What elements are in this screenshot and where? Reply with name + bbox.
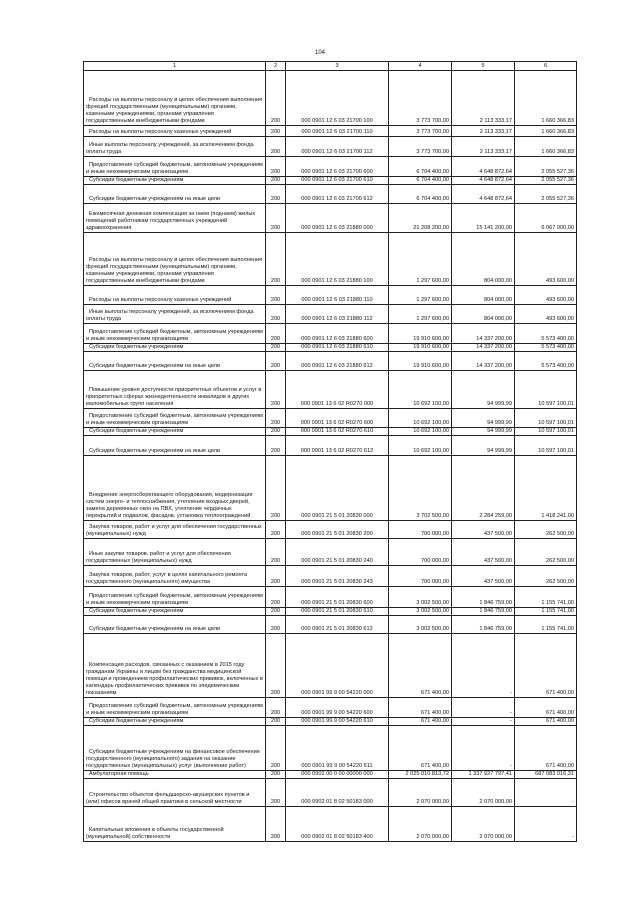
row-code-cell: 200 <box>266 185 286 204</box>
table-row <box>84 352 577 371</box>
column-header: 3 <box>286 62 389 71</box>
budget-classification-code-cell: 000 0901 13 6 02 R0270 612 <box>286 436 389 456</box>
row-name-cell: Предоставление субсидий бюджетным, автономным учреждениям и иным некоммерческим организациям <box>84 324 266 344</box>
approved-amount-cell: 3 002 500,00 <box>389 608 452 616</box>
table-row <box>84 137 577 157</box>
executed-amount-cell: 1 846 759,00 <box>452 616 515 634</box>
table-row <box>84 204 577 233</box>
table-row <box>84 409 577 428</box>
budget-classification-code-cell: 000 0901 12 6 03 21700 100 <box>286 71 389 126</box>
budget-classification-code-cell: 000 0901 12 6 03 21700 600 <box>286 157 389 177</box>
executed-amount-cell: 94 999,99 <box>452 428 515 436</box>
budget-classification-code-cell: 000 0901 13 6 02 R0270 610 <box>286 428 389 436</box>
executed-amount-cell: - <box>452 698 515 718</box>
row-code-cell: 200 <box>266 233 286 286</box>
budget-classification-code-cell: 000 0901 21 5 01 20830 243 <box>286 566 389 587</box>
budget-classification-code-cell: 000 0901 12 6 03 21880 612 <box>286 352 389 371</box>
approved-amount-cell: 2 070 000,00 <box>389 807 452 842</box>
executed-amount-cell: 804 000,00 <box>452 286 515 305</box>
row-name-cell: Расходы на выплаты персоналу казенных учреждений <box>84 126 266 137</box>
approved-amount-cell: 1 297 600,00 <box>389 233 452 286</box>
executed-amount-cell: 2 070 000,00 <box>452 807 515 842</box>
row-code-cell: 200 <box>266 324 286 344</box>
row-code-cell: 200 <box>266 71 286 126</box>
unexecuted-amount-cell: 671 400,00 <box>515 718 577 726</box>
approved-amount-cell: 1 297 600,00 <box>389 286 452 305</box>
row-name-cell: Амбулаторная помощь <box>84 771 266 779</box>
unexecuted-amount-cell: 2 055 527,36 <box>515 157 577 177</box>
executed-amount-cell: - <box>452 634 515 698</box>
table-row <box>84 177 577 185</box>
budget-classification-code-cell: 000 0901 12 6 03 21880 110 <box>286 286 389 305</box>
row-name-cell: Субсидии бюджетным учреждениям на иные цели <box>84 185 266 204</box>
row-code-cell: 200 <box>266 286 286 305</box>
row-name-cell: Предоставление субсидий бюджетным, автономным учреждениям и иным некоммерческим организациям <box>84 409 266 428</box>
budget-classification-code-cell: 000 0901 12 6 03 21700 110 <box>286 126 389 137</box>
budget-classification-code-cell: 000 0901 12 6 03 21700 112 <box>286 137 389 157</box>
unexecuted-amount-cell: 262 500,00 <box>515 521 577 539</box>
unexecuted-amount-cell: 1 155 741,00 <box>515 587 577 608</box>
column-header: 5 <box>452 62 515 71</box>
column-header: 1 <box>84 62 266 71</box>
row-code-cell: 200 <box>266 718 286 726</box>
column-header: 6 <box>515 62 577 71</box>
budget-classification-code-cell: 000 0901 12 6 03 21880 600 <box>286 324 389 344</box>
budget-classification-code-cell: 000 0901 12 6 03 21700 612 <box>286 185 389 204</box>
executed-amount-cell: - <box>452 718 515 726</box>
row-name-cell: Субсидии бюджетным учреждениям <box>84 344 266 352</box>
budget-classification-code-cell: 000 0901 21 5 01 20830 000 <box>286 456 389 521</box>
approved-amount-cell: 3 773 700,00 <box>389 126 452 137</box>
budget-classification-code-cell: 000 0902 01 8 02 50183 000 <box>286 779 389 807</box>
row-code-cell: 200 <box>266 352 286 371</box>
row-code-cell: 200 <box>266 428 286 436</box>
table-row <box>84 616 577 634</box>
row-name-cell: Субсидии бюджетным учреждениям на иные цели <box>84 436 266 456</box>
budget-classification-code-cell: 000 0901 21 5 01 20830 610 <box>286 608 389 616</box>
row-code-cell: 200 <box>266 456 286 521</box>
budget-classification-code-cell: 000 0902 01 8 02 50183 400 <box>286 807 389 842</box>
executed-amount-cell: 1 337 927 797,41 <box>452 771 515 779</box>
approved-amount-cell: 3 773 700,00 <box>389 71 452 126</box>
row-name-cell: Субсидии бюджетным учреждениям <box>84 428 266 436</box>
column-header: 4 <box>389 62 452 71</box>
approved-amount-cell: 6 704 400,00 <box>389 185 452 204</box>
unexecuted-amount-cell: 493 600,00 <box>515 305 577 324</box>
approved-amount-cell: 2 070 000,00 <box>389 779 452 807</box>
executed-amount-cell: 14 337 200,00 <box>452 344 515 352</box>
executed-amount-cell: 4 648 872,64 <box>452 177 515 185</box>
unexecuted-amount-cell: 2 055 527,36 <box>515 185 577 204</box>
table-row <box>84 771 577 779</box>
unexecuted-amount-cell: 10 597 100,01 <box>515 436 577 456</box>
table-row <box>84 698 577 718</box>
approved-amount-cell: 671 400,00 <box>389 634 452 698</box>
row-code-cell: 200 <box>266 779 286 807</box>
row-code-cell: 200 <box>266 305 286 324</box>
executed-amount-cell: 437 500,00 <box>452 521 515 539</box>
row-name-cell: Иные выплаты персоналу учреждений, за исключением фонда оплаты труда <box>84 137 266 157</box>
column-number-header-row <box>84 62 577 71</box>
approved-amount-cell: 700 000,00 <box>389 521 452 539</box>
executed-amount-cell: 15 141 200,00 <box>452 204 515 233</box>
table-row <box>84 344 577 352</box>
row-name-cell: Иные закупки товаров, работ и услуг для обеспечения государственных (муниципальных) нужд <box>84 539 266 566</box>
table-row <box>84 371 577 409</box>
budget-classification-code-cell: 000 0902 00 0 00 00000 000 <box>286 771 389 779</box>
unexecuted-amount-cell: 262 500,00 <box>515 539 577 566</box>
unexecuted-amount-cell: 671 400,00 <box>515 698 577 718</box>
executed-amount-cell: 4 648 872,64 <box>452 185 515 204</box>
approved-amount-cell: 2 025 010 813,72 <box>389 771 452 779</box>
executed-amount-cell: 437 500,00 <box>452 566 515 587</box>
executed-amount-cell: 2 113 333,17 <box>452 126 515 137</box>
budget-classification-code-cell: 000 0901 12 6 03 21700 610 <box>286 177 389 185</box>
unexecuted-amount-cell: 1 660 366,83 <box>515 137 577 157</box>
row-name-cell: Предоставление субсидий бюджетным, автономным учреждениям и иным некоммерческим организациям <box>84 587 266 608</box>
budget-classification-code-cell: 000 0901 99 9 00 54220 000 <box>286 634 389 698</box>
table-row <box>84 807 577 842</box>
table-row <box>84 726 577 771</box>
row-name-cell: Ежемесячная денежная компенсация за наем (поднаем) жилых помещений работникам государственных учреждений здравоохранения <box>84 204 266 233</box>
executed-amount-cell: 94 999,99 <box>452 409 515 428</box>
row-code-cell: 200 <box>266 126 286 137</box>
executed-amount-cell: 804 000,00 <box>452 305 515 324</box>
table-row <box>84 456 577 521</box>
table-row <box>84 71 577 126</box>
table-row <box>84 233 577 286</box>
approved-amount-cell: 10 692 100,00 <box>389 436 452 456</box>
row-code-cell: 200 <box>266 436 286 456</box>
table-body <box>84 71 577 842</box>
unexecuted-amount-cell: 5 573 400,00 <box>515 344 577 352</box>
executed-amount-cell: 437 500,00 <box>452 539 515 566</box>
table-row <box>84 718 577 726</box>
table-row <box>84 324 577 344</box>
row-name-cell: Расходы на выплаты персоналу казенных учреждений <box>84 286 266 305</box>
row-name-cell: Расходы на выплаты персоналу в целях обеспечения выполнения функций государственными (муниципальными) органами, казенными учреждениями, органами управления государственными внебюджетными фондами <box>84 233 266 286</box>
budget-classification-code-cell: 000 0901 99 9 00 54220 610 <box>286 718 389 726</box>
approved-amount-cell: 3 702 500,00 <box>389 456 452 521</box>
budget-execution-table <box>83 61 577 842</box>
table-row <box>84 779 577 807</box>
table-row <box>84 157 577 177</box>
row-name-cell: Закупка товаров, работ и услуг для обеспечения государственных (муниципальных) нужд <box>84 521 266 539</box>
row-code-cell: 200 <box>266 177 286 185</box>
executed-amount-cell: 94 999,99 <box>452 436 515 456</box>
unexecuted-amount-cell: 5 573 400,00 <box>515 352 577 371</box>
unexecuted-amount-cell: - <box>515 807 577 842</box>
approved-amount-cell: 3 002 500,00 <box>389 587 452 608</box>
table-row <box>84 286 577 305</box>
executed-amount-cell: 94 999,99 <box>452 371 515 409</box>
approved-amount-cell: 19 910 600,00 <box>389 352 452 371</box>
approved-amount-cell: 21 208 200,00 <box>389 204 452 233</box>
row-code-cell: 200 <box>266 616 286 634</box>
approved-amount-cell: 6 704 400,00 <box>389 157 452 177</box>
executed-amount-cell: 4 648 872,64 <box>452 157 515 177</box>
row-name-cell: Субсидии бюджетным учреждениям <box>84 718 266 726</box>
budget-classification-code-cell: 000 0901 21 5 01 20830 240 <box>286 539 389 566</box>
row-code-cell: 200 <box>266 587 286 608</box>
row-name-cell: Капитальные вложения в объекты государственной (муниципальной) собственности <box>84 807 266 842</box>
budget-classification-code-cell: 000 0901 21 5 01 20830 612 <box>286 616 389 634</box>
approved-amount-cell: 671 400,00 <box>389 718 452 726</box>
budget-classification-code-cell: 000 0901 12 6 03 21880 112 <box>286 305 389 324</box>
unexecuted-amount-cell: 1 155 741,00 <box>515 616 577 634</box>
approved-amount-cell: 10 692 100,00 <box>389 371 452 409</box>
table-row <box>84 634 577 698</box>
row-name-cell: Закупка товаров, работ, услуг в целях капитального ремонта государственного (муниципального) имущества <box>84 566 266 587</box>
row-name-cell: Субсидии бюджетным учреждениям на иные цели <box>84 616 266 634</box>
row-name-cell: Компенсация расходов, связанных с оказанием в 2015 году гражданам Украины и лицам без гражданства медицинской помощи и проведением профилактических прививок, включенных в календарь профилактических прививок по эпидемическим показаниям <box>84 634 266 698</box>
row-code-cell: 200 <box>266 137 286 157</box>
row-code-cell: 200 <box>266 634 286 698</box>
row-code-cell: 200 <box>266 344 286 352</box>
budget-classification-code-cell: 000 0901 21 5 01 20830 200 <box>286 521 389 539</box>
budget-classification-code-cell: 000 0901 12 6 03 21880 100 <box>286 233 389 286</box>
approved-amount-cell: 671 400,00 <box>389 726 452 771</box>
row-name-cell: Иные выплаты персоналу учреждений, за исключением фонда оплаты труда <box>84 305 266 324</box>
executed-amount-cell: - <box>452 726 515 771</box>
row-name-cell: Предоставление субсидий бюджетным, автономным учреждениям и иным некоммерческим организациям <box>84 157 266 177</box>
unexecuted-amount-cell: 1 660 366,83 <box>515 126 577 137</box>
executed-amount-cell: 14 337 200,00 <box>452 352 515 371</box>
budget-classification-code-cell: 000 0901 13 6 02 R0270 000 <box>286 371 389 409</box>
executed-amount-cell: 1 846 759,00 <box>452 608 515 616</box>
table-row <box>84 587 577 608</box>
executed-amount-cell: 2 113 333,17 <box>452 71 515 126</box>
unexecuted-amount-cell: 10 597 100,01 <box>515 409 577 428</box>
table-row <box>84 305 577 324</box>
budget-classification-code-cell: 000 0901 13 6 02 R0270 600 <box>286 409 389 428</box>
unexecuted-amount-cell: 262 500,00 <box>515 566 577 587</box>
table-row <box>84 436 577 456</box>
unexecuted-amount-cell: 493 600,00 <box>515 286 577 305</box>
row-code-cell: 200 <box>266 204 286 233</box>
unexecuted-amount-cell: 6 067 000,00 <box>515 204 577 233</box>
executed-amount-cell: 14 337 200,00 <box>452 324 515 344</box>
budget-classification-code-cell: 000 0901 99 9 00 54220 611 <box>286 726 389 771</box>
approved-amount-cell: 700 000,00 <box>389 539 452 566</box>
unexecuted-amount-cell: - <box>515 779 577 807</box>
row-code-cell: 200 <box>266 539 286 566</box>
approved-amount-cell: 671 400,00 <box>389 698 452 718</box>
table-row <box>84 428 577 436</box>
budget-classification-code-cell: 000 0901 12 6 03 21880 610 <box>286 344 389 352</box>
unexecuted-amount-cell: 1 418 241,00 <box>515 456 577 521</box>
budget-classification-code-cell: 000 0901 21 5 01 20830 600 <box>286 587 389 608</box>
budget-classification-code-cell: 000 0901 12 6 03 21880 000 <box>286 204 389 233</box>
approved-amount-cell: 1 297 600,00 <box>389 305 452 324</box>
executed-amount-cell: 2 070 000,00 <box>452 779 515 807</box>
row-code-cell: 200 <box>266 726 286 771</box>
approved-amount-cell: 3 002 500,00 <box>389 616 452 634</box>
executed-amount-cell: 1 846 759,00 <box>452 587 515 608</box>
table-row <box>84 539 577 566</box>
page-number: 104 <box>314 50 325 56</box>
unexecuted-amount-cell: 10 597 100,01 <box>515 428 577 436</box>
unexecuted-amount-cell: 671 400,00 <box>515 726 577 771</box>
table-row <box>84 521 577 539</box>
approved-amount-cell: 19 910 600,00 <box>389 344 452 352</box>
row-name-cell: Внедрение энергосберегающего оборудования, модернизация систем энерго- и теплоснабжения, утепление входных дверей, замена деревянных окон на ПВХ, утепление чердачных перекрытий и подвалов, фасадов, установка теплоограждений <box>84 456 266 521</box>
approved-amount-cell: 10 692 100,00 <box>389 409 452 428</box>
executed-amount-cell: 2 284 259,00 <box>452 456 515 521</box>
row-code-cell: 200 <box>266 698 286 718</box>
unexecuted-amount-cell: 5 573 400,00 <box>515 324 577 344</box>
row-name-cell: Субсидии бюджетным учреждениям на иные цели <box>84 352 266 371</box>
executed-amount-cell: 2 113 333,17 <box>452 137 515 157</box>
column-header: 2 <box>266 62 286 71</box>
row-code-cell: 200 <box>266 521 286 539</box>
approved-amount-cell: 6 704 400,00 <box>389 177 452 185</box>
row-name-cell: Субсидии бюджетным учреждениям <box>84 177 266 185</box>
row-name-cell: Расходы на выплаты персоналу в целях обеспечения выполнения функций государственными (муниципальными) органами, казенными учреждениями, органами управления государственными внебюджетными фондами <box>84 71 266 126</box>
unexecuted-amount-cell: 2 055 527,36 <box>515 177 577 185</box>
executed-amount-cell: 804 000,00 <box>452 233 515 286</box>
table-row <box>84 566 577 587</box>
row-name-cell: Предоставление субсидий бюджетным, автономным учреждениям и иным некоммерческим организациям <box>84 698 266 718</box>
approved-amount-cell: 3 773 700,00 <box>389 137 452 157</box>
row-code-cell: 200 <box>266 371 286 409</box>
approved-amount-cell: 700 000,00 <box>389 566 452 587</box>
unexecuted-amount-cell: 671 400,00 <box>515 634 577 698</box>
row-code-cell: 200 <box>266 807 286 842</box>
row-name-cell: Субсидии бюджетным учреждениям на финансовое обеспечение государственного (муниципального) задания на оказание государственных (муниципальных) услуг (выполнение работ) <box>84 726 266 771</box>
row-name-cell: Строительство объектов фельдшерско-акушерских пунктов и (или) офисов врачей общей практики в сельской местности <box>84 779 266 807</box>
row-code-cell: 200 <box>266 608 286 616</box>
approved-amount-cell: 10 692 100,00 <box>389 428 452 436</box>
row-name-cell: Субсидии бюджетным учреждениям <box>84 608 266 616</box>
budget-classification-code-cell: 000 0901 99 9 00 54220 600 <box>286 698 389 718</box>
row-code-cell: 200 <box>266 157 286 177</box>
table-row <box>84 126 577 137</box>
table-row <box>84 185 577 204</box>
table-row <box>84 608 577 616</box>
unexecuted-amount-cell: 10 597 100,01 <box>515 371 577 409</box>
row-code-cell: 200 <box>266 566 286 587</box>
row-code-cell: 200 <box>266 771 286 779</box>
row-code-cell: 200 <box>266 409 286 428</box>
unexecuted-amount-cell: 687 083 016,31 <box>515 771 577 779</box>
row-name-cell: Повышение уровня доступности приоритетных объектов и услуг в приоритетных сферах жизнедеятельности инвалидов и других маломобильных групп населения <box>84 371 266 409</box>
unexecuted-amount-cell: 1 155 741,00 <box>515 608 577 616</box>
approved-amount-cell: 19 910 600,00 <box>389 324 452 344</box>
unexecuted-amount-cell: 493 600,00 <box>515 233 577 286</box>
unexecuted-amount-cell: 1 660 366,83 <box>515 71 577 126</box>
